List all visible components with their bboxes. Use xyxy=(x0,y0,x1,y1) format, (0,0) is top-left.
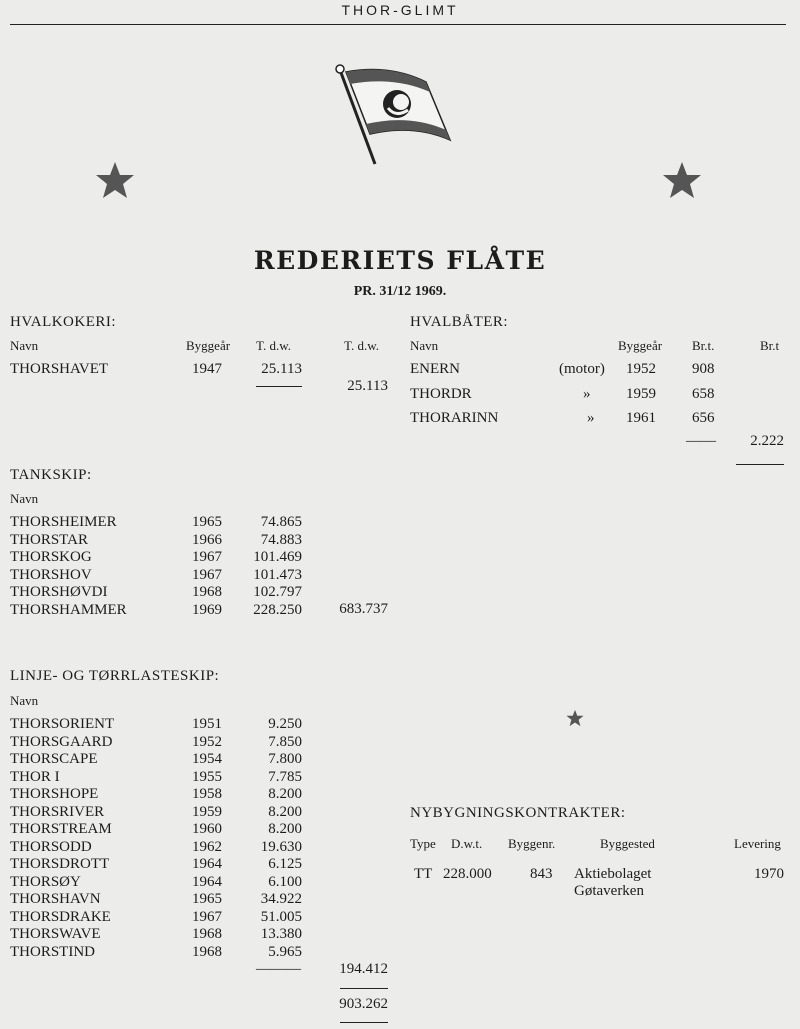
section-total: 25.113 xyxy=(347,378,388,394)
ship-tdw: 74.883 xyxy=(260,531,302,548)
column-header: T. d.w. xyxy=(344,338,380,353)
sum-rule xyxy=(340,1022,388,1023)
grand-total: 903.262 xyxy=(339,996,388,1012)
contract-place: Aktiebolaget xyxy=(574,866,652,882)
ship-name: THORSTAR xyxy=(10,531,88,548)
section-total: 2.222 xyxy=(750,433,784,449)
ship-year: 1962 xyxy=(192,838,222,855)
column-header: Levering xyxy=(734,836,781,851)
ship-name: THOR I xyxy=(10,768,60,785)
ship-name: THORSHAVET xyxy=(10,361,109,377)
column-header: Byggenr. xyxy=(508,836,556,851)
section-linje-heading: LINJE- OG TØRRLASTESKIP: xyxy=(10,668,220,684)
ship-tdw: 228.250 xyxy=(253,601,302,618)
boat-brt: 656 xyxy=(692,410,715,426)
ship-name: THORSHAMMER xyxy=(10,601,127,618)
ship-name: THORSDROTT xyxy=(10,856,110,872)
ship-tdw: 101.469 xyxy=(253,549,302,565)
ship-year: 1951 xyxy=(192,716,222,732)
contract-place: Gøtaverken xyxy=(574,883,644,899)
ship-year: 1968 xyxy=(192,943,222,960)
ship-tdw: 9.250 xyxy=(268,716,302,732)
ship-year: 1969 xyxy=(192,601,222,618)
sum-dash: ——— xyxy=(256,961,301,977)
page-title: REDERIETS FLÅTE xyxy=(253,246,547,275)
ship-year: 1964 xyxy=(192,873,222,890)
boat-name: THORARINN xyxy=(410,410,499,426)
ship-year: 1954 xyxy=(192,751,222,767)
ship-tdw: 102.797 xyxy=(253,584,302,600)
ship-year: 1966 xyxy=(192,531,222,548)
column-header: D.w.t. xyxy=(451,836,483,851)
ship-year: 1965 xyxy=(192,891,222,907)
section-hvalkokeri-heading: HVALKOKERI: xyxy=(10,314,117,330)
ship-name: THORSKOG xyxy=(10,549,92,565)
star-icon xyxy=(566,709,584,727)
column-header: Byggested xyxy=(600,836,655,851)
ship-name: THORSODD xyxy=(10,838,92,855)
ship-name: THORSRIVER xyxy=(10,803,105,820)
section-total: 683.737 xyxy=(339,601,388,617)
ship-tdw: 7.785 xyxy=(268,768,302,785)
ship-name: THORSGAARD xyxy=(10,733,113,750)
ship-tdw: 5.965 xyxy=(268,943,302,960)
ship-name: THORSHOV xyxy=(10,566,92,583)
ship-tdw: 8.200 xyxy=(268,803,302,820)
ship-year: 1967 xyxy=(192,908,222,925)
column-header: Byggeår xyxy=(186,338,231,353)
column-header: Navn xyxy=(410,338,439,353)
ship-year: 1955 xyxy=(192,768,222,785)
ship-tdw: 74.865 xyxy=(260,514,302,530)
ship-tdw: 6.125 xyxy=(268,856,302,872)
ship-tdw: 25.113 xyxy=(261,361,302,377)
section-nybygning-heading: NYBYGNINGSKONTRAKTER: xyxy=(410,805,626,821)
ship-name: THORSTREAM xyxy=(10,821,112,837)
boat-name: THORDR xyxy=(410,386,472,402)
column-header: Br.t xyxy=(760,338,780,353)
ship-tdw: 7.800 xyxy=(268,751,302,767)
ship-tdw: 13.380 xyxy=(260,926,302,942)
column-header: Byggeår xyxy=(618,338,663,353)
column-header: Navn xyxy=(10,491,39,506)
ship-name: THORSORIENT xyxy=(10,716,115,732)
section-tankskip-heading: TANKSKIP: xyxy=(10,467,92,483)
boat-brt: 908 xyxy=(692,361,715,377)
boat-note: » xyxy=(587,410,595,426)
ship-name: THORSDRAKE xyxy=(10,908,111,925)
ship-name: THORSHØVDI xyxy=(10,584,108,600)
boat-note: » xyxy=(583,386,591,402)
ship-tdw: 101.473 xyxy=(253,566,302,583)
header-rule xyxy=(10,24,786,25)
ship-year: 1967 xyxy=(192,549,222,565)
ship-year: 1958 xyxy=(192,786,222,802)
column-header: Navn xyxy=(10,693,39,708)
column-header: Br.t. xyxy=(692,338,715,353)
boat-brt: 658 xyxy=(692,386,715,402)
ship-tdw: 7.850 xyxy=(268,733,302,750)
ship-name: THORSØY xyxy=(10,873,81,890)
ship-name: THORSHAVN xyxy=(10,891,101,907)
ship-tdw: 6.100 xyxy=(268,873,302,890)
sum-dash: —— xyxy=(686,433,716,449)
boat-name: ENERN xyxy=(410,361,460,377)
contract-number: 843 xyxy=(530,866,553,882)
ship-tdw: 51.005 xyxy=(260,908,302,925)
section-total: 194.412 xyxy=(339,961,388,977)
page-header: THOR-GLIMT xyxy=(341,2,459,18)
contract-dwt: 228.000 xyxy=(443,866,492,882)
section-hvalbater-heading: HVALBÅTER: xyxy=(410,314,509,330)
ship-year: 1968 xyxy=(192,926,222,942)
boat-year: 1952 xyxy=(626,361,656,377)
ship-tdw: 8.200 xyxy=(268,786,302,802)
ship-year: 1968 xyxy=(192,584,222,600)
ship-year: 1960 xyxy=(192,821,222,837)
ship-year: 1959 xyxy=(192,803,222,820)
sum-rule xyxy=(256,386,302,387)
star-icon xyxy=(95,160,135,200)
ship-name: THORSHOPE xyxy=(10,786,99,802)
ship-tdw: 19.630 xyxy=(260,838,302,855)
ship-year: 1965 xyxy=(192,514,222,530)
ship-tdw: 8.200 xyxy=(268,821,302,837)
sum-rule xyxy=(736,464,784,465)
column-header: Type xyxy=(410,836,436,851)
page-subtitle: PR. 31/12 1969. xyxy=(353,284,447,299)
ship-name: THORSHEIMER xyxy=(10,514,117,530)
column-header: T. d.w. xyxy=(256,338,292,353)
ship-year: 1952 xyxy=(192,733,222,750)
company-flag-icon xyxy=(330,62,460,170)
contract-delivery: 1970 xyxy=(754,866,784,882)
column-header: Navn xyxy=(10,338,39,353)
ship-tdw: 34.922 xyxy=(260,891,302,907)
ship-year: 1964 xyxy=(192,856,222,872)
ship-name: THORSCAPE xyxy=(10,751,98,767)
ship-year: 1967 xyxy=(192,566,222,583)
boat-year: 1959 xyxy=(626,386,656,402)
boat-note: (motor) xyxy=(559,361,605,377)
ship-name: THORSTIND xyxy=(10,943,95,960)
ship-year: 1947 xyxy=(192,361,222,377)
star-icon xyxy=(662,160,702,200)
sum-rule xyxy=(340,988,388,989)
ship-name: THORSWAVE xyxy=(10,926,101,942)
contract-type: TT xyxy=(414,866,433,882)
boat-year: 1961 xyxy=(626,410,656,426)
